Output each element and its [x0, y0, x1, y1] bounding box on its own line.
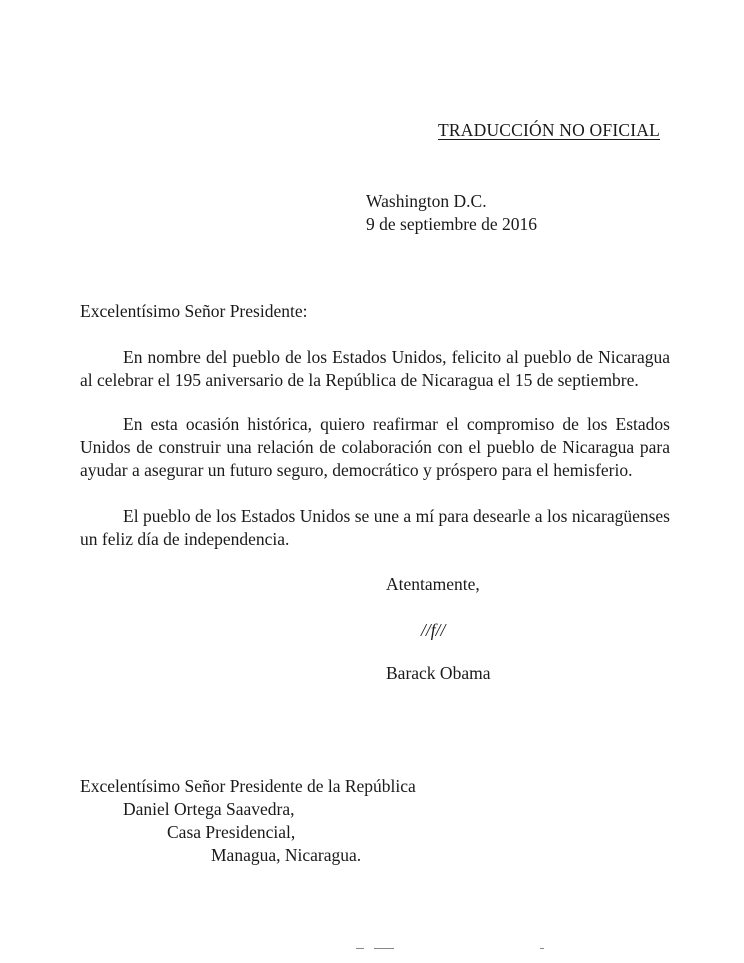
address-line: Managua, Nicaragua.	[211, 845, 362, 865]
signer-name: Barack Obama	[386, 663, 491, 683]
letter-salutation: Excelentísimo Señor Presidente:	[80, 301, 308, 321]
unofficial-translation-label: TRADUCCIÓN NO OFICIAL	[438, 120, 660, 140]
letter-closing: Atentamente,	[386, 574, 480, 594]
scan-artifact	[356, 948, 364, 949]
body-paragraph: En esta ocasión histórica, quiero reafirmar el compromiso de los Estados Unidos de construir una relación de colaboración con el pueblo de Nicaragua para ayudar a asegurar un futuro seguro, democrático y próspero para el hemisferio.	[80, 414, 670, 480]
scan-artifact	[374, 948, 394, 949]
address-line: Casa Presidencial,	[167, 822, 296, 842]
address-line: Daniel Ortega Saavedra,	[123, 799, 295, 819]
body-paragraph: En nombre del pueblo de los Estados Unidos, felicito al pueblo de Nicaragua al celebrar el 195 aniversario de la República de Nicaragua el 15 de septiembre.	[80, 347, 670, 390]
letter-place: Washington D.C.	[366, 191, 487, 211]
signature-mark: //f//	[421, 620, 446, 640]
address-line: Excelentísimo Señor Presidente de la República	[80, 776, 416, 796]
body-paragraph: El pueblo de los Estados Unidos se une a mí para desearle a los nicaragüenses un feliz día de independencia.	[80, 506, 670, 549]
letter-date: 9 de septiembre de 2016	[366, 214, 538, 234]
scan-artifact	[540, 948, 544, 949]
